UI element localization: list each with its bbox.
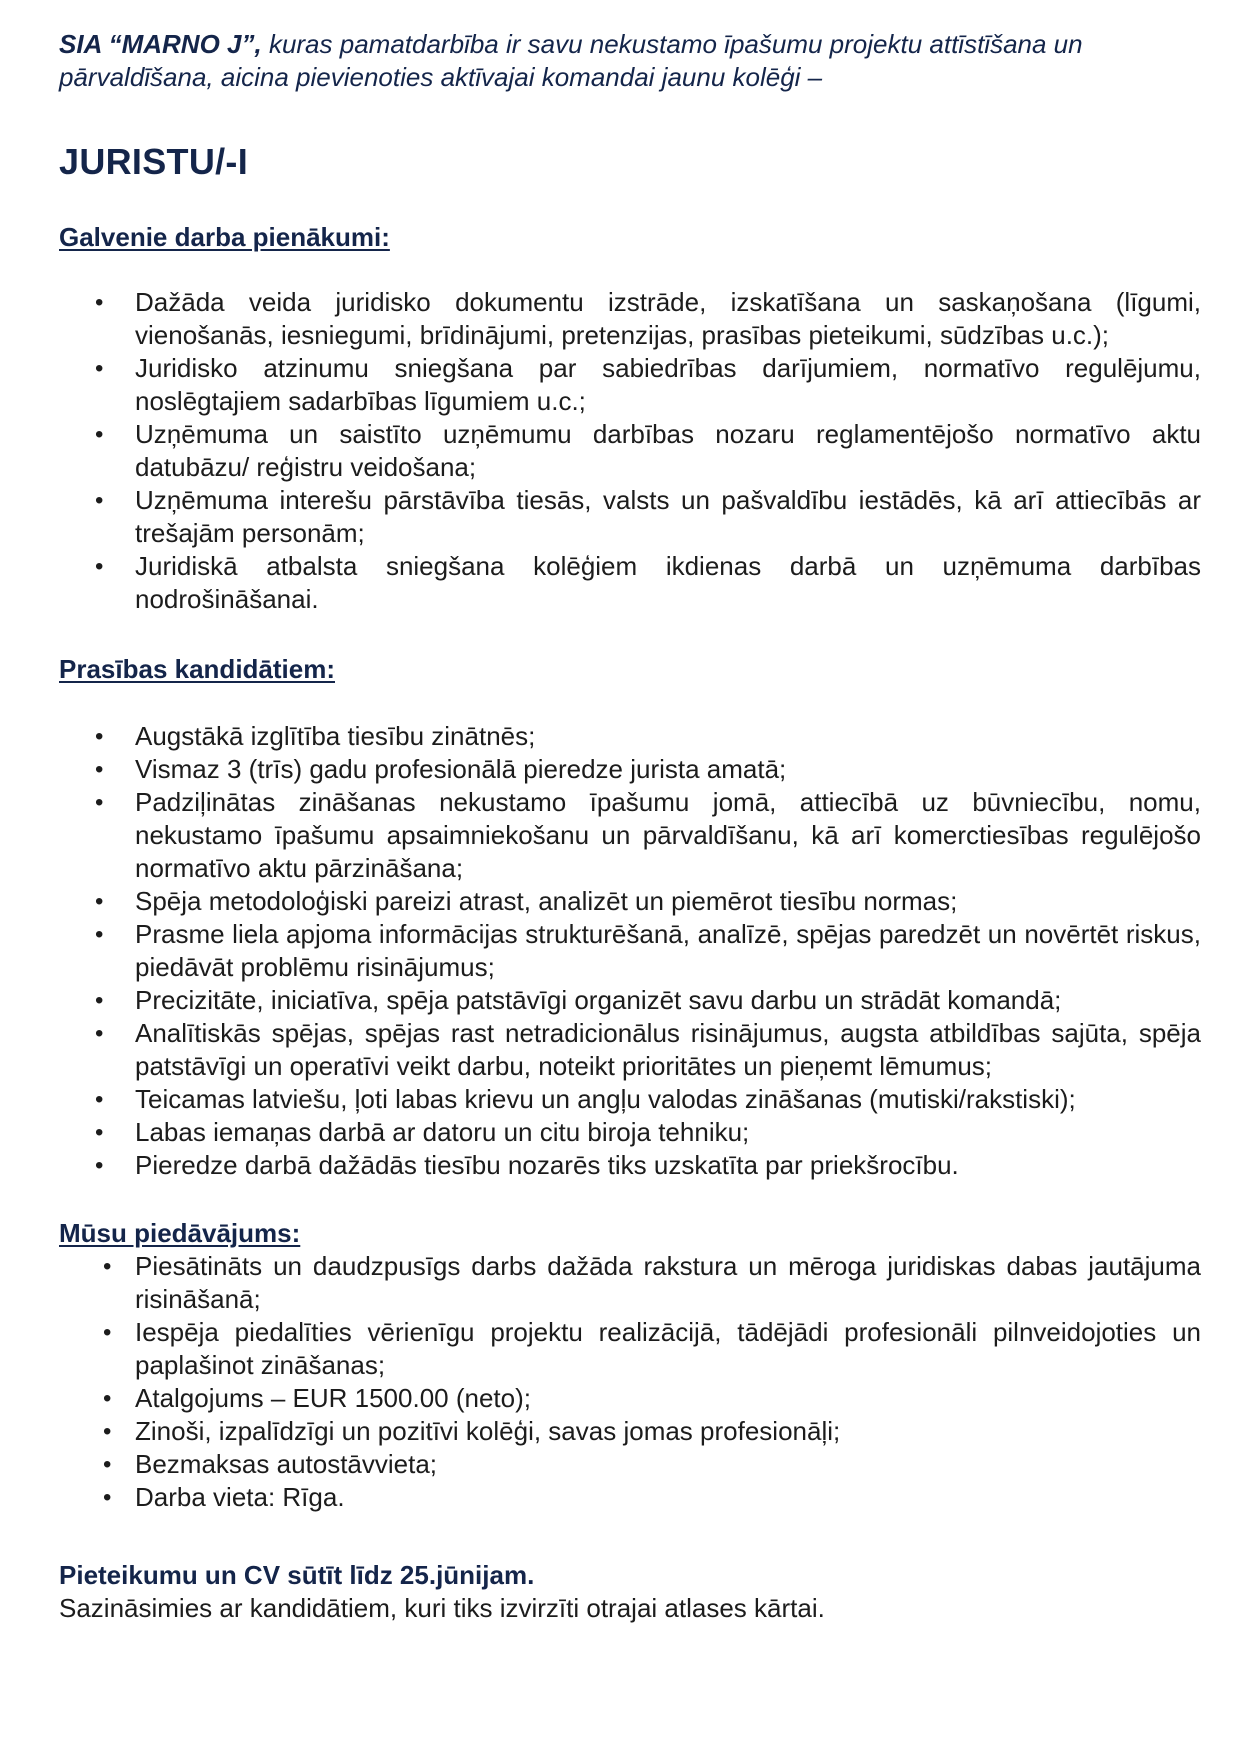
list-item-text: Juridisko atzinumu sniegšana par sabiedrības darījumiem, normatīvo regulējumu, noslēgtajiem sadarbības līgumiem u.c.; bbox=[135, 353, 1201, 416]
list-item bbox=[59, 1149, 1201, 1182]
list-item bbox=[59, 1448, 1201, 1481]
list-item bbox=[59, 1017, 1201, 1083]
list-item bbox=[59, 1415, 1201, 1448]
company-name: SIA “MARNO J”, bbox=[59, 29, 262, 59]
bullet-icon: • bbox=[103, 1253, 112, 1280]
list-item bbox=[59, 720, 1201, 753]
list-item-text: Prasme liela apjoma informācijas strukturēšanā, analīzē, spējas paredzēt un novērtēt riskus, piedāvāt problēmu risinājumus; bbox=[135, 919, 1201, 982]
bullet-icon: • bbox=[95, 888, 104, 915]
duties-heading: Galvenie darba pienākumi: bbox=[59, 222, 390, 252]
list-item-text: Zinoši, izpalīdzīgi un pozitīvi kolēģi, savas jomas profesionāļi; bbox=[135, 1416, 841, 1446]
list-item bbox=[59, 753, 1201, 786]
list-item-text: Vismaz 3 (trīs) gadu profesionālā pieredze jurista amatā; bbox=[135, 754, 787, 784]
bullet-icon: • bbox=[95, 1152, 104, 1179]
application-deadline: Pieteikumu un CV sūtīt līdz 25.jūnijam. bbox=[59, 1560, 535, 1590]
bullet-icon: • bbox=[95, 1020, 104, 1047]
list-item-text: Uzņēmuma interešu pārstāvība tiesās, valsts un pašvaldību iestādēs, kā arī attiecībās ar trešajām personām; bbox=[135, 485, 1201, 548]
bullet-icon: • bbox=[103, 1451, 112, 1478]
list-item bbox=[59, 352, 1201, 418]
list-item-text: Uzņēmuma un saistīto uzņēmumu darbības nozaru reglamentējošo normatīvo aktu datubāzu/ reģistru veidošana; bbox=[135, 419, 1201, 482]
bullet-icon: • bbox=[95, 756, 104, 783]
job-posting bbox=[59, 28, 1201, 1625]
list-item-text: Precizitāte, iniciatīva, spēja patstāvīgi organizēt savu darbu un strādāt komandā; bbox=[135, 985, 1062, 1015]
list-item bbox=[59, 286, 1201, 352]
list-item-text: Juridiskā atbalsta sniegšana kolēģiem ikdienas darbā un uzņēmuma darbības nodrošināšanai. bbox=[135, 551, 1201, 614]
list-item-text: Analītiskās spējas, spējas rast netradicionālus risinājumus, augsta atbildības sajūta, spēja patstāvīgi un operatīvi veikt darbu, noteikt prioritātes un pieņemt lēmumus; bbox=[135, 1018, 1201, 1081]
list-item-text: Spēja metodoloģiski pareizi atrast, analizēt un piemērot tiesību normas; bbox=[135, 886, 958, 916]
bullet-icon: • bbox=[103, 1385, 112, 1412]
bullet-icon: • bbox=[103, 1418, 112, 1445]
list-item bbox=[59, 786, 1201, 885]
bullet-icon: • bbox=[95, 553, 104, 580]
requirements-list bbox=[59, 720, 1201, 1182]
bullet-icon: • bbox=[95, 723, 104, 750]
list-item-text: Atalgojums – EUR 1500.00 (neto); bbox=[135, 1383, 531, 1413]
list-item bbox=[59, 1116, 1201, 1149]
bullet-icon: • bbox=[95, 421, 104, 448]
list-item bbox=[59, 885, 1201, 918]
list-item bbox=[59, 1382, 1201, 1415]
list-item bbox=[59, 918, 1201, 984]
bullet-icon: • bbox=[95, 289, 104, 316]
intro-paragraph bbox=[59, 28, 1201, 94]
bullet-icon: • bbox=[95, 987, 104, 1014]
duties-list bbox=[59, 286, 1201, 616]
contact-note: Sazināsimies ar kandidātiem, kuri tiks izvirzīti otrajai atlases kārtai. bbox=[59, 1593, 825, 1623]
job-title: JURISTU/-I bbox=[59, 141, 249, 182]
bullet-icon: • bbox=[103, 1484, 112, 1511]
bullet-icon: • bbox=[103, 1319, 112, 1346]
offer-heading: Mūsu piedāvājums: bbox=[59, 1218, 301, 1248]
list-item-text: Piesātināts un daudzpusīgs darbs dažāda rakstura un mēroga juridiskas dabas jautājuma risināšanā; bbox=[135, 1251, 1201, 1314]
bullet-icon: • bbox=[95, 1119, 104, 1146]
list-item-text: Darba vieta: Rīga. bbox=[135, 1482, 345, 1512]
list-item-text: Augstākā izglītība tiesību zinātnēs; bbox=[135, 721, 536, 751]
list-item bbox=[59, 984, 1201, 1017]
list-item-text: Bezmaksas autostāvvieta; bbox=[135, 1449, 438, 1479]
list-item bbox=[59, 1083, 1201, 1116]
list-item bbox=[59, 1316, 1201, 1382]
list-item-text: Teicamas latviešu, ļoti labas krievu un angļu valodas zināšanas (mutiski/rakstiski); bbox=[135, 1084, 1076, 1114]
list-item-text: Labas iemaņas darbā ar datoru un citu biroja tehniku; bbox=[135, 1117, 750, 1147]
bullet-icon: • bbox=[95, 921, 104, 948]
list-item-text: Padziļinātas zināšanas nekustamo īpašumu jomā, attiecībā uz būvniecību, nomu, nekustamo īpašumu apsaimniekošanu un pārvaldīšanu, kā arī komerctiesības regulējošo normatīvo aktu pārzināšana; bbox=[135, 787, 1201, 883]
bullet-icon: • bbox=[95, 487, 104, 514]
list-item bbox=[59, 1481, 1201, 1514]
bullet-icon: • bbox=[95, 789, 104, 816]
bullet-icon: • bbox=[95, 355, 104, 382]
list-item-text: Pieredze darbā dažādās tiesību nozarēs tiks uzskatīta par priekšrocību. bbox=[135, 1150, 959, 1180]
list-item-text: Iespēja piedalīties vērienīgu projektu realizācijā, tādējādi profesionāli pilnveidojoties un paplašinot zināšanas; bbox=[135, 1317, 1201, 1380]
list-item bbox=[59, 550, 1201, 616]
list-item bbox=[59, 1250, 1201, 1316]
intro-text: kuras pamatdarbība ir savu nekustamo īpašumu projektu attīstīšana un pārvaldīšana, aicina pievienoties aktīvajai komandai jaunu kolēģi – bbox=[59, 29, 1083, 92]
offer-list bbox=[59, 1250, 1201, 1514]
list-item bbox=[59, 484, 1201, 550]
bullet-icon: • bbox=[95, 1086, 104, 1113]
list-item-text: Dažāda veida juridisko dokumentu izstrāde, izskatīšana un saskaņošana (līgumi, vienošanās, iesniegumi, brīdinājumi, pretenzijas, prasības pieteikumi, sūdzības u.c.); bbox=[135, 287, 1201, 350]
requirements-heading: Prasības kandidātiem: bbox=[59, 654, 335, 684]
list-item bbox=[59, 418, 1201, 484]
